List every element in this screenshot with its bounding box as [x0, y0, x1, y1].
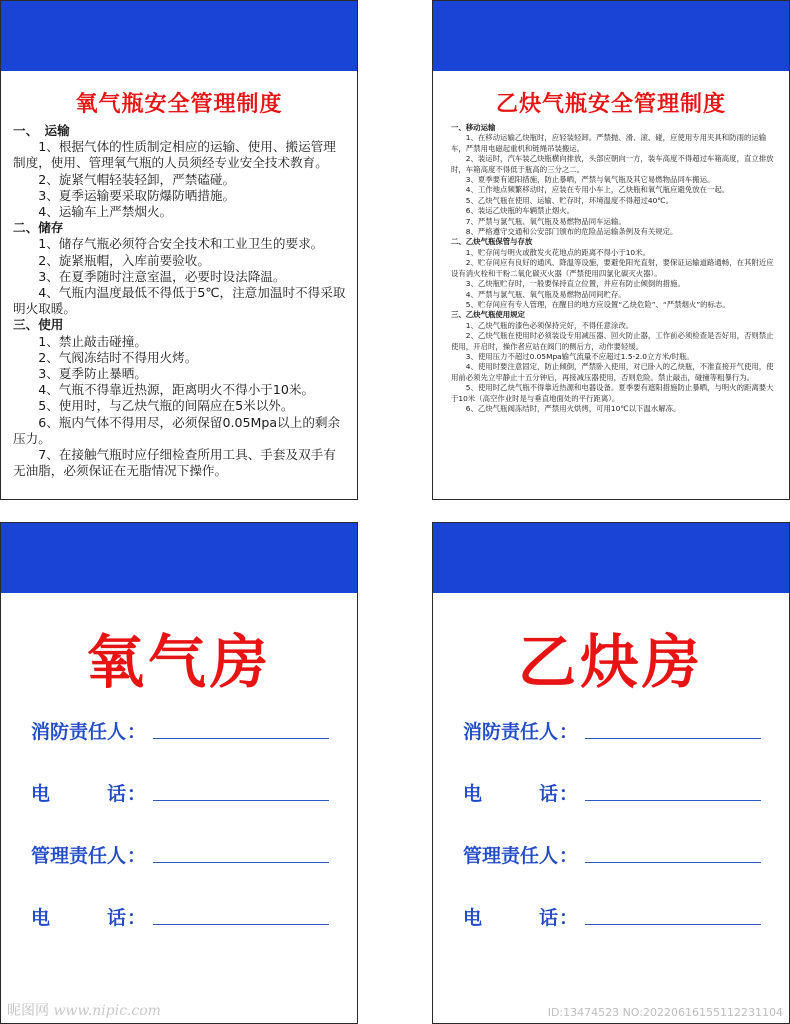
rule-item: 1、贮存间与明火或散发火花地点的距离不得小于10米。 [465, 247, 650, 257]
rule-item: 1、储存气瓶必须符合安全技术和工业卫生的要求。 [38, 236, 324, 252]
field-label: 电 话 [31, 783, 127, 805]
section-heading: 三、使用 [13, 317, 64, 333]
field-label: 电 话 [463, 907, 559, 929]
rule-item: 5、使用时，与乙炔气瓶的间隔应在5米以外。 [38, 398, 294, 414]
header-band [1, 523, 357, 593]
rule-item: 3、夏季要有遮阳措施，防止暴晒，严禁与氧气瓶及其它易燃物品同车搬运。 [465, 175, 715, 185]
sign-field-row [1, 837, 357, 867]
sign-field-row [433, 837, 789, 867]
field-label: 消防责任人 [31, 721, 127, 743]
rule-item: 2、乙炔气瓶在使用时必须装设专用减压器、回火防止器，工作前必须检查是否好用，否则禁止使用，开启时，操作者应站在阀门的侧后方，动作要轻缓。 [451, 331, 774, 351]
acetylene-rules-title: 乙炔气瓶安全管理制度 [495, 92, 726, 117]
field-colon: ： [127, 845, 147, 867]
field-colon: ： [127, 721, 147, 743]
rule-item: 3、夏季防止暴晒。 [38, 366, 147, 382]
rule-item: 2、旋紧瓶帽，入库前要验收。 [38, 252, 210, 268]
rule-item: 1、禁止敲击碰撞。 [38, 333, 147, 349]
watermark-logo-text: 昵图网 [7, 1003, 49, 1019]
acetylene-rules-panel [432, 0, 790, 500]
rule-item: 2、装运时，汽车装乙炔瓶横向排放，头部应朝向一方，装车高度不得超过车箱高度，直立排放时，车箱高度不得低于瓶高的三分之二。 [451, 154, 774, 174]
watermark-logo [7, 1000, 161, 1020]
oxygen-room-title: 氧气房 [85, 628, 272, 696]
header-band [433, 523, 789, 593]
field-label: 电 话 [463, 783, 559, 805]
field-label: 消防责任人 [463, 721, 559, 743]
rule-item: 1、根据气体的性质制定相应的运输、使用、搬运管理制度，使用、管理氧气瓶的人员须经专业安全技术教育。 [13, 139, 336, 171]
rule-item: 4、运输车上严禁烟火。 [38, 204, 173, 220]
rule-item: 3、乙炔瓶贮存时，一般要保持直立位置，并应有防止倾倒的措施。 [465, 279, 685, 289]
rule-item: 1、乙炔气瓶的漆色必须保持完好，不得任意涂改。 [465, 320, 634, 330]
rule-item: 3、夏季运输要采取防爆防晒措施。 [38, 187, 236, 203]
rule-item: 4、使用时要注意固定，防止倾倒，严禁卧入使用，对已卧入的乙炔瓶，不准直接开气使用，使用前必须先立牢静止十五分钟后，再接减压器使用，否则危险。禁止敲击，碰撞等粗暴行为。 [451, 362, 774, 382]
field-colon: ： [127, 907, 147, 929]
fill-in-line[interactable] [585, 738, 761, 739]
section-heading: 二、储存 [13, 220, 64, 236]
sign-field-row [1, 899, 357, 929]
rule-item: 2、气阀冻结时不得用火烤。 [38, 349, 198, 365]
rule-item: 6、装运乙炔瓶的车辆禁止烟火。 [465, 206, 574, 216]
rule-item: 6、乙炔气瓶阀冻结时，严禁用火烘烤，可用10℃以下温水解冻。 [465, 403, 681, 413]
fill-in-line[interactable] [153, 924, 329, 925]
header-band [1, 1, 357, 71]
oxygen-rules-panel [0, 0, 358, 500]
fill-in-line[interactable] [153, 800, 329, 801]
acetylene-rules-body [451, 123, 777, 414]
sign-field-row [433, 775, 789, 805]
watermark-url: www.nipic.com [53, 1003, 161, 1019]
sign-field-row [433, 899, 789, 929]
rule-item: 6、瓶内气体不得用尽，必须保留0.05Mpa以上的剩余压力。 [13, 414, 341, 446]
field-colon: ： [559, 907, 579, 929]
field-colon: ： [559, 783, 579, 805]
sign-field-row [1, 713, 357, 743]
oxygen-rules-body [13, 123, 347, 479]
section-heading: 一、 运输 [13, 123, 70, 138]
section-heading: 一、移动运输 [451, 123, 496, 132]
rule-item: 4、工作地点频繁移动时，应装在专用小车上，乙炔瓶和氧气瓶应避免放在一起。 [465, 185, 730, 195]
rule-item: 4、气瓶不得靠近热源，距离明火不得小于10米。 [38, 382, 315, 398]
rule-item: 3、在夏季随时注意室温，必要时设法降温。 [38, 268, 286, 284]
field-label: 管理责任人 [463, 845, 559, 867]
field-colon: ： [127, 783, 147, 805]
field-label: 管理责任人 [31, 845, 127, 867]
rule-item: 5、乙炔气瓶在使用、运输、贮存时，环境温度不得超过40℃。 [465, 195, 673, 205]
sign-field-row [433, 713, 789, 743]
field-label: 电 话 [31, 907, 127, 929]
rule-item: 8、严格遵守交通和公安部门颁布的危险品运输条例及有关规定。 [465, 227, 678, 237]
acetylene-room-panel [432, 522, 790, 1024]
section-heading: 二、乙炔气瓶保管与存放 [451, 237, 533, 247]
rule-item: 4、气瓶内温度最低不得低于5℃，注意加温时不得采取明火取暖。 [13, 285, 346, 317]
fill-in-line[interactable] [585, 800, 761, 801]
rule-item: 5、使用时乙炔气瓶不得靠近热源和电器设备。夏季要有遮阳措施防止暴晒，与明火的距离要大于10米（高空作业时是与垂直地面处的平行距离）。 [451, 383, 774, 403]
rule-item: 2、贮存间应有良好的通风、降温等设施，要避免阳光直射，要保证运输道路通畅，在其附近应设有消火栓和干粉二氧化碳灭火器（严禁使用四氯化碳灭火器）。 [451, 258, 774, 278]
rule-item: 7、在接触气瓶时应仔细检查所用工具、手套及双手有无油脂，必须保证在无脂情况下操作。 [13, 447, 336, 479]
section-heading: 三、乙炔气瓶使用规定 [451, 310, 525, 320]
rule-item: 2、旋紧气帽轻装轻卸，严禁磕碰。 [38, 171, 236, 187]
oxygen-rules-title: 氧气瓶安全管理制度 [75, 92, 283, 117]
rule-item: 7、严禁与氯气瓶、氧气瓶及易燃物品同车运输。 [465, 216, 626, 226]
fill-in-line[interactable] [153, 862, 329, 863]
fill-in-line[interactable] [585, 924, 761, 925]
rule-item: 4、严禁与氯气瓶、氧气瓶及易燃物品同间贮存。 [465, 289, 626, 299]
rule-item: 3、使用压力不超过0.05Mpa输气流量不应超过1.5-2.0立方米/时瓶。 [465, 351, 694, 361]
acetylene-room-title: 乙炔房 [517, 628, 704, 696]
field-colon: ： [559, 845, 579, 867]
watermark-id: ID:13474523 NO:20220616155112231104 [547, 1006, 783, 1019]
oxygen-room-panel [0, 522, 358, 1024]
sign-field-row [1, 775, 357, 805]
rule-item: 5、贮存间应有专人管理，在醒目的地方应设置“乙炔危险”、“严禁烟火”的标志。 [465, 299, 730, 309]
fill-in-line[interactable] [153, 738, 329, 739]
rule-item: 1、在移动运输乙炔瓶时，应轻装轻卸。严禁抛、滑、滚、碰，应使用专用夹具和防雨的运输车，严禁用电磁起重机和链绳吊装搬运。 [451, 133, 767, 153]
header-band [433, 1, 789, 71]
fill-in-line[interactable] [585, 862, 761, 863]
field-colon: ： [559, 721, 579, 743]
